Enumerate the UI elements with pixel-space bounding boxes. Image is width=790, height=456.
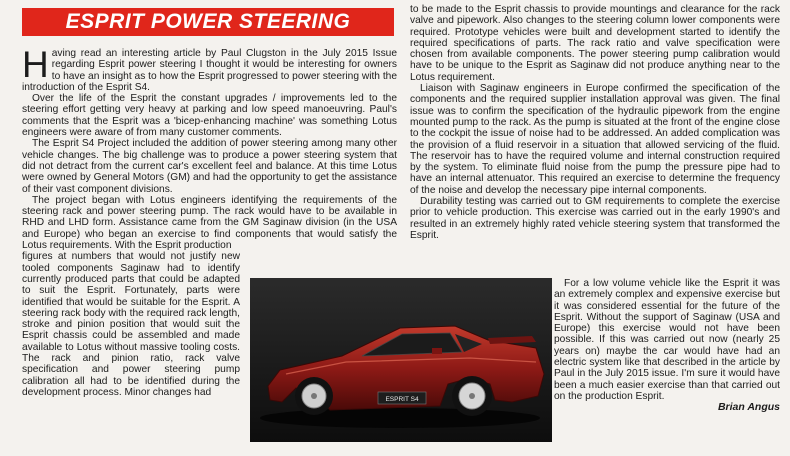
paragraph-6: Liaison with Saginaw engineers in Europe confirmed the specification of the components and the required supplier installation approval was given. The final issue was to confirm the specification of the hydraulic pipework from the engine mounted pump to the rack. As the pump is situated at the front of the engine close to the cockpit the issue of noise had to be addressed. An added complication was the provision of a fluid reservoir in a situation that allowed servicing of the fluid. The reservoir has to have the required volume and internal construction required by the system. To eliminate fluid noise from the pump the pressure pipe had to have an internal attenuator. This required an exercise to determine the frequency of the noise and develop the necessary pipe internal components. xyxy=(410,83,780,196)
paragraph-4: The project began with Lotus engineers identifying the requirements of the steering rack and power steering pump. The rack would have to be available in RHD and LHD form. Assistance came from the GM Saginaw division (in the USA and Europe) who began an exercise to find components that would satisfy the Lotus requirements. With the Esprit production xyxy=(22,194,397,252)
paragraph-2: Over the life of the Esprit the constant upgrades / improvements led to the steering effort getting very heavy at parking and low speed manoeuvring. Paul's comments that the Esprit was a 'bicep-enhancing machine' was something Lotus engineers were aware of from many customer comments. xyxy=(22,93,397,139)
paragraph-3: The Esprit S4 Project included the addition of power steering among many other vehicle changes. The big challenge was to produce a power steering system that did not detract from the current car's excellent feel and balance. At this time Lotus were owned by General Motors (GM) and had the opportunity to get the assistance of their vast component divisions. xyxy=(22,138,397,195)
paragraph-4-continued: figures at numbers that would not justify new tooled components Saginaw had to identify currently produced parts that could be adapted to suit the Esprit. Fortunately, parts were identified that would be suitable for the Esprit. A steering rack body with the required rack length, stroke and pinion position that would suit the Esprit chassis could be assembled and made available to Lotus without massive tooling costs. The rack and pinion ratio, rack valve specification and power steering pump calibration all had to be identified during the development process. Minor changes had xyxy=(22,251,240,398)
paragraph-8: For a low volume vehicle like the Esprit it was an extremely complex and expensive exercise but it was considered essential for the future of the Esprit. Without the support of Saginaw (USA and Europe) this exercise would not have been possible. If this was carried out now (nearly 25 years on) maybe the car would have had an electric system like that described in the article by Paul in the July 2015 issue. I'm sure it would have been a much easier exercise than that carried out on the production Esprit. xyxy=(554,278,780,402)
paragraph-5: to be made to the Esprit chassis to provide mountings and clearance for the rack valve and pipework. Also changes to the steering column lower components were required. Prototype vehicles were built and development started to identify the required specifications of parts. The rack ratio and valve specification were chosen from available components. The power steering pump calibration would have to be unique to the Esprit as Saginaw did not produce anything near to the Lotus requirement. xyxy=(410,4,780,83)
paragraph-7: Durability testing was carried out to GM requirements to complete the exercise prior to vehicle production. This exercise was carried out in the early 1990's and resulted in an extremely highly rated vehicle steering system that transformed the Esprit. xyxy=(410,196,780,241)
article-title: ESPRIT POWER STEERING xyxy=(65,10,351,33)
author-name: Brian Angus xyxy=(717,401,780,414)
esprit-car-illustration xyxy=(250,278,552,442)
drop-cap: H xyxy=(22,44,49,85)
right-column xyxy=(410,4,780,241)
title-banner xyxy=(22,8,394,36)
article-body-wrap xyxy=(554,278,780,414)
paragraph-intro xyxy=(22,44,397,93)
badge-text: ESPRIT S4 xyxy=(385,396,419,403)
car-photo xyxy=(250,278,552,442)
intro-text: aving read an interesting article by Paul Clugston in the July 2015 Issue regarding Esprit power steering I thought it would be interesting for owners to have an insight as to how the Esprit progressed to power steering with the introduction of the Esprit S4. xyxy=(22,48,397,93)
article-body-right xyxy=(410,4,780,241)
